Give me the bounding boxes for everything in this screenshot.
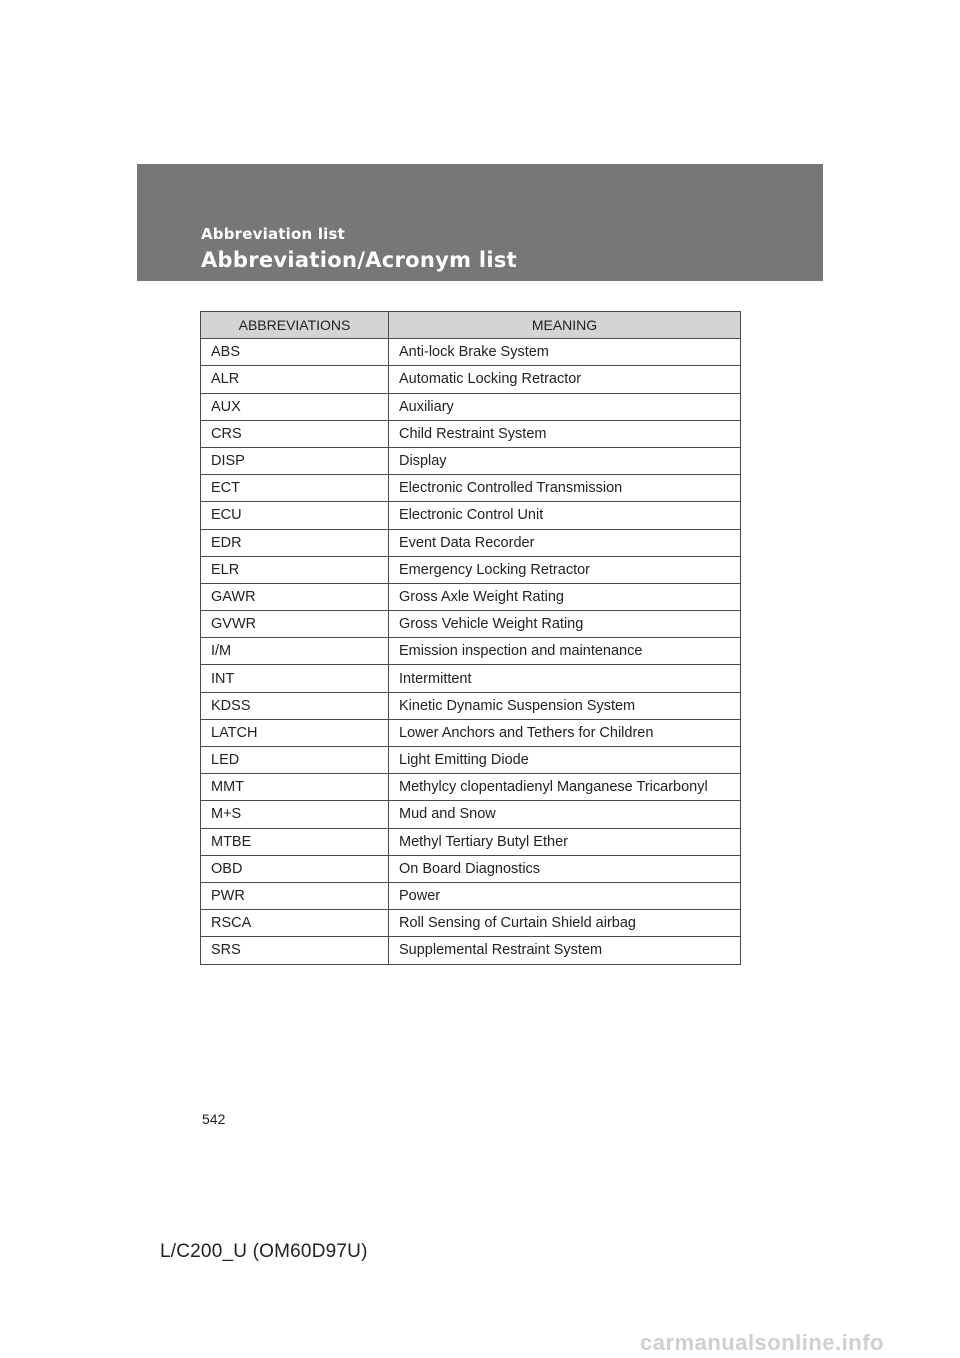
table-row: [201, 638, 741, 665]
abbreviation-cell: CRS: [201, 420, 389, 447]
abbreviation-cell: KDSS: [201, 692, 389, 719]
meaning-cell: Event Data Recorder: [389, 529, 741, 556]
table-row: [201, 556, 741, 583]
abbreviation-cell: LATCH: [201, 719, 389, 746]
table-row: [201, 529, 741, 556]
table-row: [201, 882, 741, 909]
abbreviation-cell: LED: [201, 747, 389, 774]
table-header-row: [201, 312, 741, 339]
table-row: [201, 937, 741, 964]
abbreviation-cell: MMT: [201, 774, 389, 801]
meaning-cell: Emission inspection and maintenance: [389, 638, 741, 665]
abbreviation-cell: RSCA: [201, 910, 389, 937]
column-header-meaning: MEANING: [389, 312, 741, 339]
table-row: [201, 774, 741, 801]
abbreviation-cell: ECT: [201, 475, 389, 502]
table-row: [201, 665, 741, 692]
meaning-cell: Automatic Locking Retractor: [389, 366, 741, 393]
abbreviation-cell: ELR: [201, 556, 389, 583]
abbreviation-table: [200, 311, 741, 965]
abbreviation-cell: PWR: [201, 882, 389, 909]
meaning-cell: Electronic Control Unit: [389, 502, 741, 529]
abbreviation-cell: AUX: [201, 393, 389, 420]
table-row: [201, 420, 741, 447]
page-title: Abbreviation/Acronym list: [201, 248, 518, 272]
table-body: [201, 339, 741, 964]
table-row: [201, 855, 741, 882]
table-row: [201, 719, 741, 746]
abbreviation-cell: OBD: [201, 855, 389, 882]
meaning-cell: Methylcy clopentadienyl Manganese Tricarbonyl: [389, 774, 741, 801]
abbreviation-cell: INT: [201, 665, 389, 692]
table-row: [201, 611, 741, 638]
abbreviation-cell: EDR: [201, 529, 389, 556]
abbreviation-cell: GVWR: [201, 611, 389, 638]
watermark: carmanualsonline.info: [640, 1330, 884, 1355]
table-row: [201, 475, 741, 502]
meaning-cell: Roll Sensing of Curtain Shield airbag: [389, 910, 741, 937]
table-row: [201, 910, 741, 937]
meaning-cell: Methyl Tertiary Butyl Ether: [389, 828, 741, 855]
meaning-cell: Gross Axle Weight Rating: [389, 583, 741, 610]
meaning-cell: Lower Anchors and Tethers for Children: [389, 719, 741, 746]
table-row: [201, 339, 741, 366]
meaning-cell: Kinetic Dynamic Suspension System: [389, 692, 741, 719]
abbreviation-cell: ECU: [201, 502, 389, 529]
meaning-cell: Emergency Locking Retractor: [389, 556, 741, 583]
abbreviation-cell: SRS: [201, 937, 389, 964]
table-row: [201, 366, 741, 393]
meaning-cell: Power: [389, 882, 741, 909]
meaning-cell: Gross Vehicle Weight Rating: [389, 611, 741, 638]
meaning-cell: Auxiliary: [389, 393, 741, 420]
meaning-cell: On Board Diagnostics: [389, 855, 741, 882]
section-label: Abbreviation list: [201, 225, 345, 243]
table-row: [201, 828, 741, 855]
abbreviation-cell: MTBE: [201, 828, 389, 855]
table-row: [201, 747, 741, 774]
page-number: 542: [202, 1111, 226, 1127]
abbreviation-cell: ALR: [201, 366, 389, 393]
meaning-cell: Supplemental Restraint System: [389, 937, 741, 964]
table-row: [201, 692, 741, 719]
abbreviation-cell: ABS: [201, 339, 389, 366]
abbreviation-cell: M+S: [201, 801, 389, 828]
table-row: [201, 502, 741, 529]
table-row: [201, 583, 741, 610]
abbreviation-cell: DISP: [201, 447, 389, 474]
meaning-cell: Mud and Snow: [389, 801, 741, 828]
meaning-cell: Electronic Controlled Transmission: [389, 475, 741, 502]
abbreviation-cell: GAWR: [201, 583, 389, 610]
document-code: L/C200_U (OM60D97U): [160, 1241, 368, 1262]
meaning-cell: Anti-lock Brake System: [389, 339, 741, 366]
column-header-abbreviations: ABBREVIATIONS: [201, 312, 389, 339]
meaning-cell: Display: [389, 447, 741, 474]
abbreviation-cell: I/M: [201, 638, 389, 665]
meaning-cell: Intermittent: [389, 665, 741, 692]
table-row: [201, 801, 741, 828]
table-row: [201, 393, 741, 420]
table-row: [201, 447, 741, 474]
meaning-cell: Child Restraint System: [389, 420, 741, 447]
meaning-cell: Light Emitting Diode: [389, 747, 741, 774]
header-band: [137, 164, 823, 281]
